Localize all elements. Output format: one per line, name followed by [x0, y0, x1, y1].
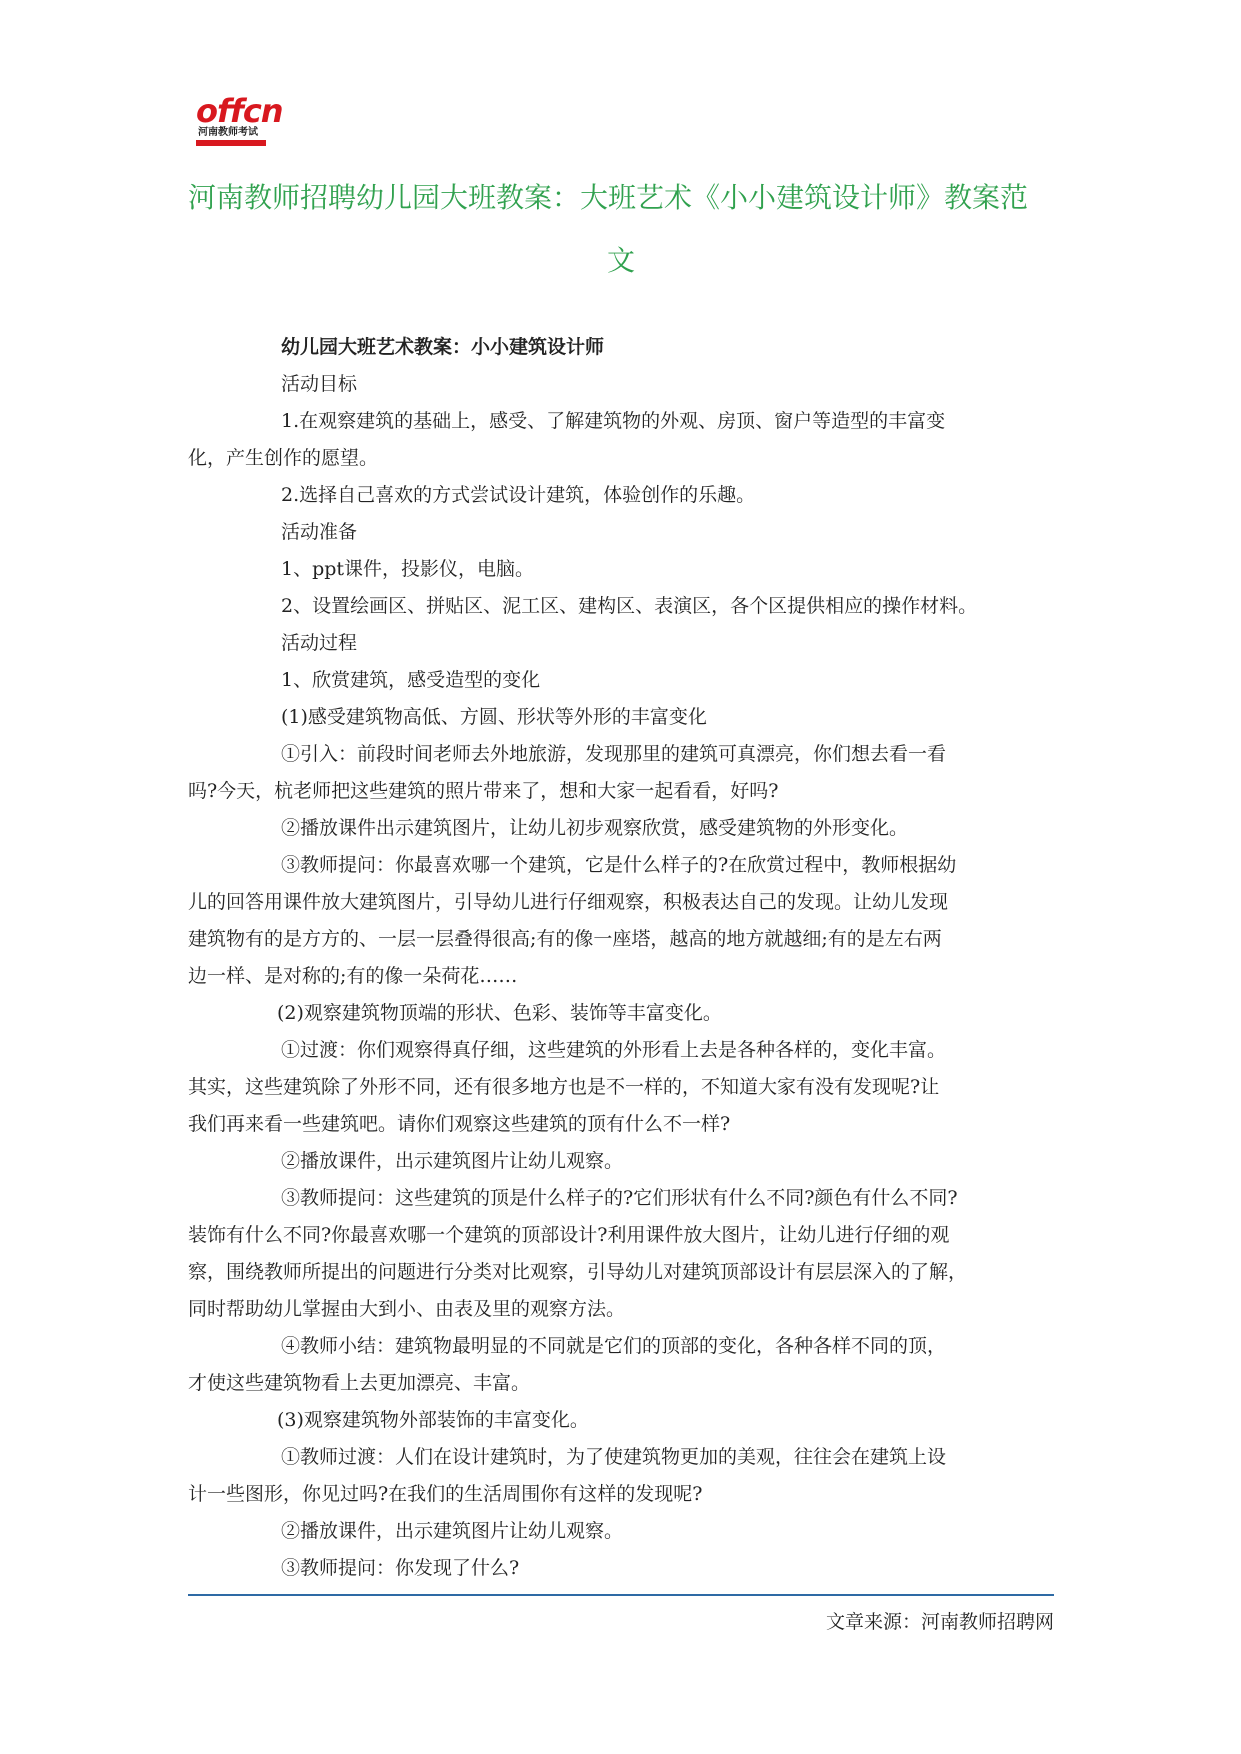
paragraph-line: 边一样、是对称的;有的像一朵荷花……: [188, 965, 518, 987]
paragraph-line: 2.选择自己喜欢的方式尝试设计建筑，体验创作的乐趣。: [281, 484, 756, 506]
paragraph-line: 幼儿园大班艺术教案：小小建筑设计师: [281, 336, 605, 358]
paragraph-line: (3)观察建筑物外部装饰的丰富变化。: [277, 1409, 589, 1431]
offcn-logo: [196, 92, 283, 148]
paragraph-line: ①过渡：你们观察得真仔细，这些建筑的外形看上去是各种各样的，变化丰富。: [281, 1039, 947, 1061]
paragraph-line: 1、ppt课件，投影仪，电脑。: [281, 558, 535, 580]
paragraph-line: 建筑物有的是方方的、一层一层叠得很高;有的像一座塔，越高的地方就越细;有的是左右两: [188, 928, 942, 950]
paragraph-line: 同时帮助幼儿掌握由大到小、由表及里的观察方法。: [188, 1298, 626, 1320]
paragraph-line: 其实，这些建筑除了外形不同，还有很多地方也是不一样的，不知道大家有没有发现呢?让: [188, 1076, 940, 1098]
logo-brand: offcn: [196, 92, 283, 130]
paragraph-line: ①引入：前段时间老师去外地旅游，发现那里的建筑可真漂亮，你们想去看一看: [281, 743, 947, 765]
paragraph-line: ③教师提问：你最喜欢哪一个建筑，它是什么样子的?在欣赏过程中，教师根据幼: [281, 854, 957, 876]
paragraph-line: 我们再来看一些建筑吧。请你们观察这些建筑的顶有什么不一样?: [188, 1113, 731, 1135]
paragraph-line: ①教师过渡：人们在设计建筑时，为了使建筑物更加的美观，往往会在建筑上设: [281, 1446, 947, 1468]
paragraph-line: 察，围绕教师所提出的问题进行分类对比观察，引导幼儿对建筑顶部设计有层层深入的了解，: [188, 1261, 968, 1283]
paragraph-line: ②播放课件，出示建筑图片让幼儿观察。: [281, 1520, 624, 1542]
footer-source: 文章来源：河南教师招聘网: [825, 1611, 1054, 1633]
paragraph-line: 才使这些建筑物看上去更加漂亮、丰富。: [188, 1372, 531, 1394]
paragraph-line: 活动过程: [281, 632, 358, 654]
paragraph-line: ④教师小结：建筑物最明显的不同就是它们的顶部的变化，各种各样不同的顶，: [281, 1335, 947, 1357]
paragraph-line: 活动目标: [281, 373, 358, 395]
paragraph-line: 儿的回答用课件放大建筑图片，引导幼儿进行仔细观察，积极表达自己的发现。让幼儿发现: [188, 891, 949, 913]
footer-divider: [188, 1594, 1054, 1596]
logo-subtitle: 河南教师考试: [198, 127, 258, 138]
page-title-line1: 河南教师招聘幼儿园大班教案：大班艺术《小小建筑设计师》教案范: [188, 181, 1029, 214]
paragraph-line: 吗?今天，杭老师把这些建筑的照片带来了，想和大家一起看看，好吗?: [188, 780, 779, 802]
paragraph-line: 装饰有什么不同?你最喜欢哪一个建筑的顶部设计?利用课件放大图片，让幼儿进行仔细的观: [188, 1224, 950, 1246]
paragraph-line: 1、欣赏建筑，感受造型的变化: [281, 669, 541, 691]
article-body: [188, 329, 1054, 1587]
paragraph-line: (1)感受建筑物高低、方圆、形状等外形的丰富变化: [281, 706, 707, 728]
paragraph-line: ②播放课件出示建筑图片，让幼儿初步观察欣赏，感受建筑物的外形变化。: [281, 817, 909, 839]
paragraph-line: ③教师提问：你发现了什么?: [281, 1557, 520, 1579]
logo-tagline: [196, 140, 266, 146]
paragraph-line: 计一些图形，你见过吗?在我们的生活周围你有这样的发现呢?: [188, 1483, 703, 1505]
paragraph-line: ③教师提问：这些建筑的顶是什么样子的?它们形状有什么不同?颜色有什么不同?: [281, 1187, 958, 1209]
paragraph-line: (2)观察建筑物顶端的形状、色彩、装饰等丰富变化。: [277, 1002, 722, 1024]
page-title-line2: 文: [606, 244, 635, 277]
paragraph-line: ②播放课件，出示建筑图片让幼儿观察。: [281, 1150, 624, 1172]
paragraph-line: 1.在观察建筑的基础上，感受、了解建筑物的外观、房顶、窗户等造型的丰富变: [281, 410, 946, 432]
paragraph-line: 化，产生创作的愿望。: [188, 447, 379, 469]
paragraph-line: 活动准备: [281, 521, 358, 543]
paragraph-line: 2、设置绘画区、拼贴区、泥工区、建构区、表演区，各个区提供相应的操作材料。: [281, 595, 978, 617]
